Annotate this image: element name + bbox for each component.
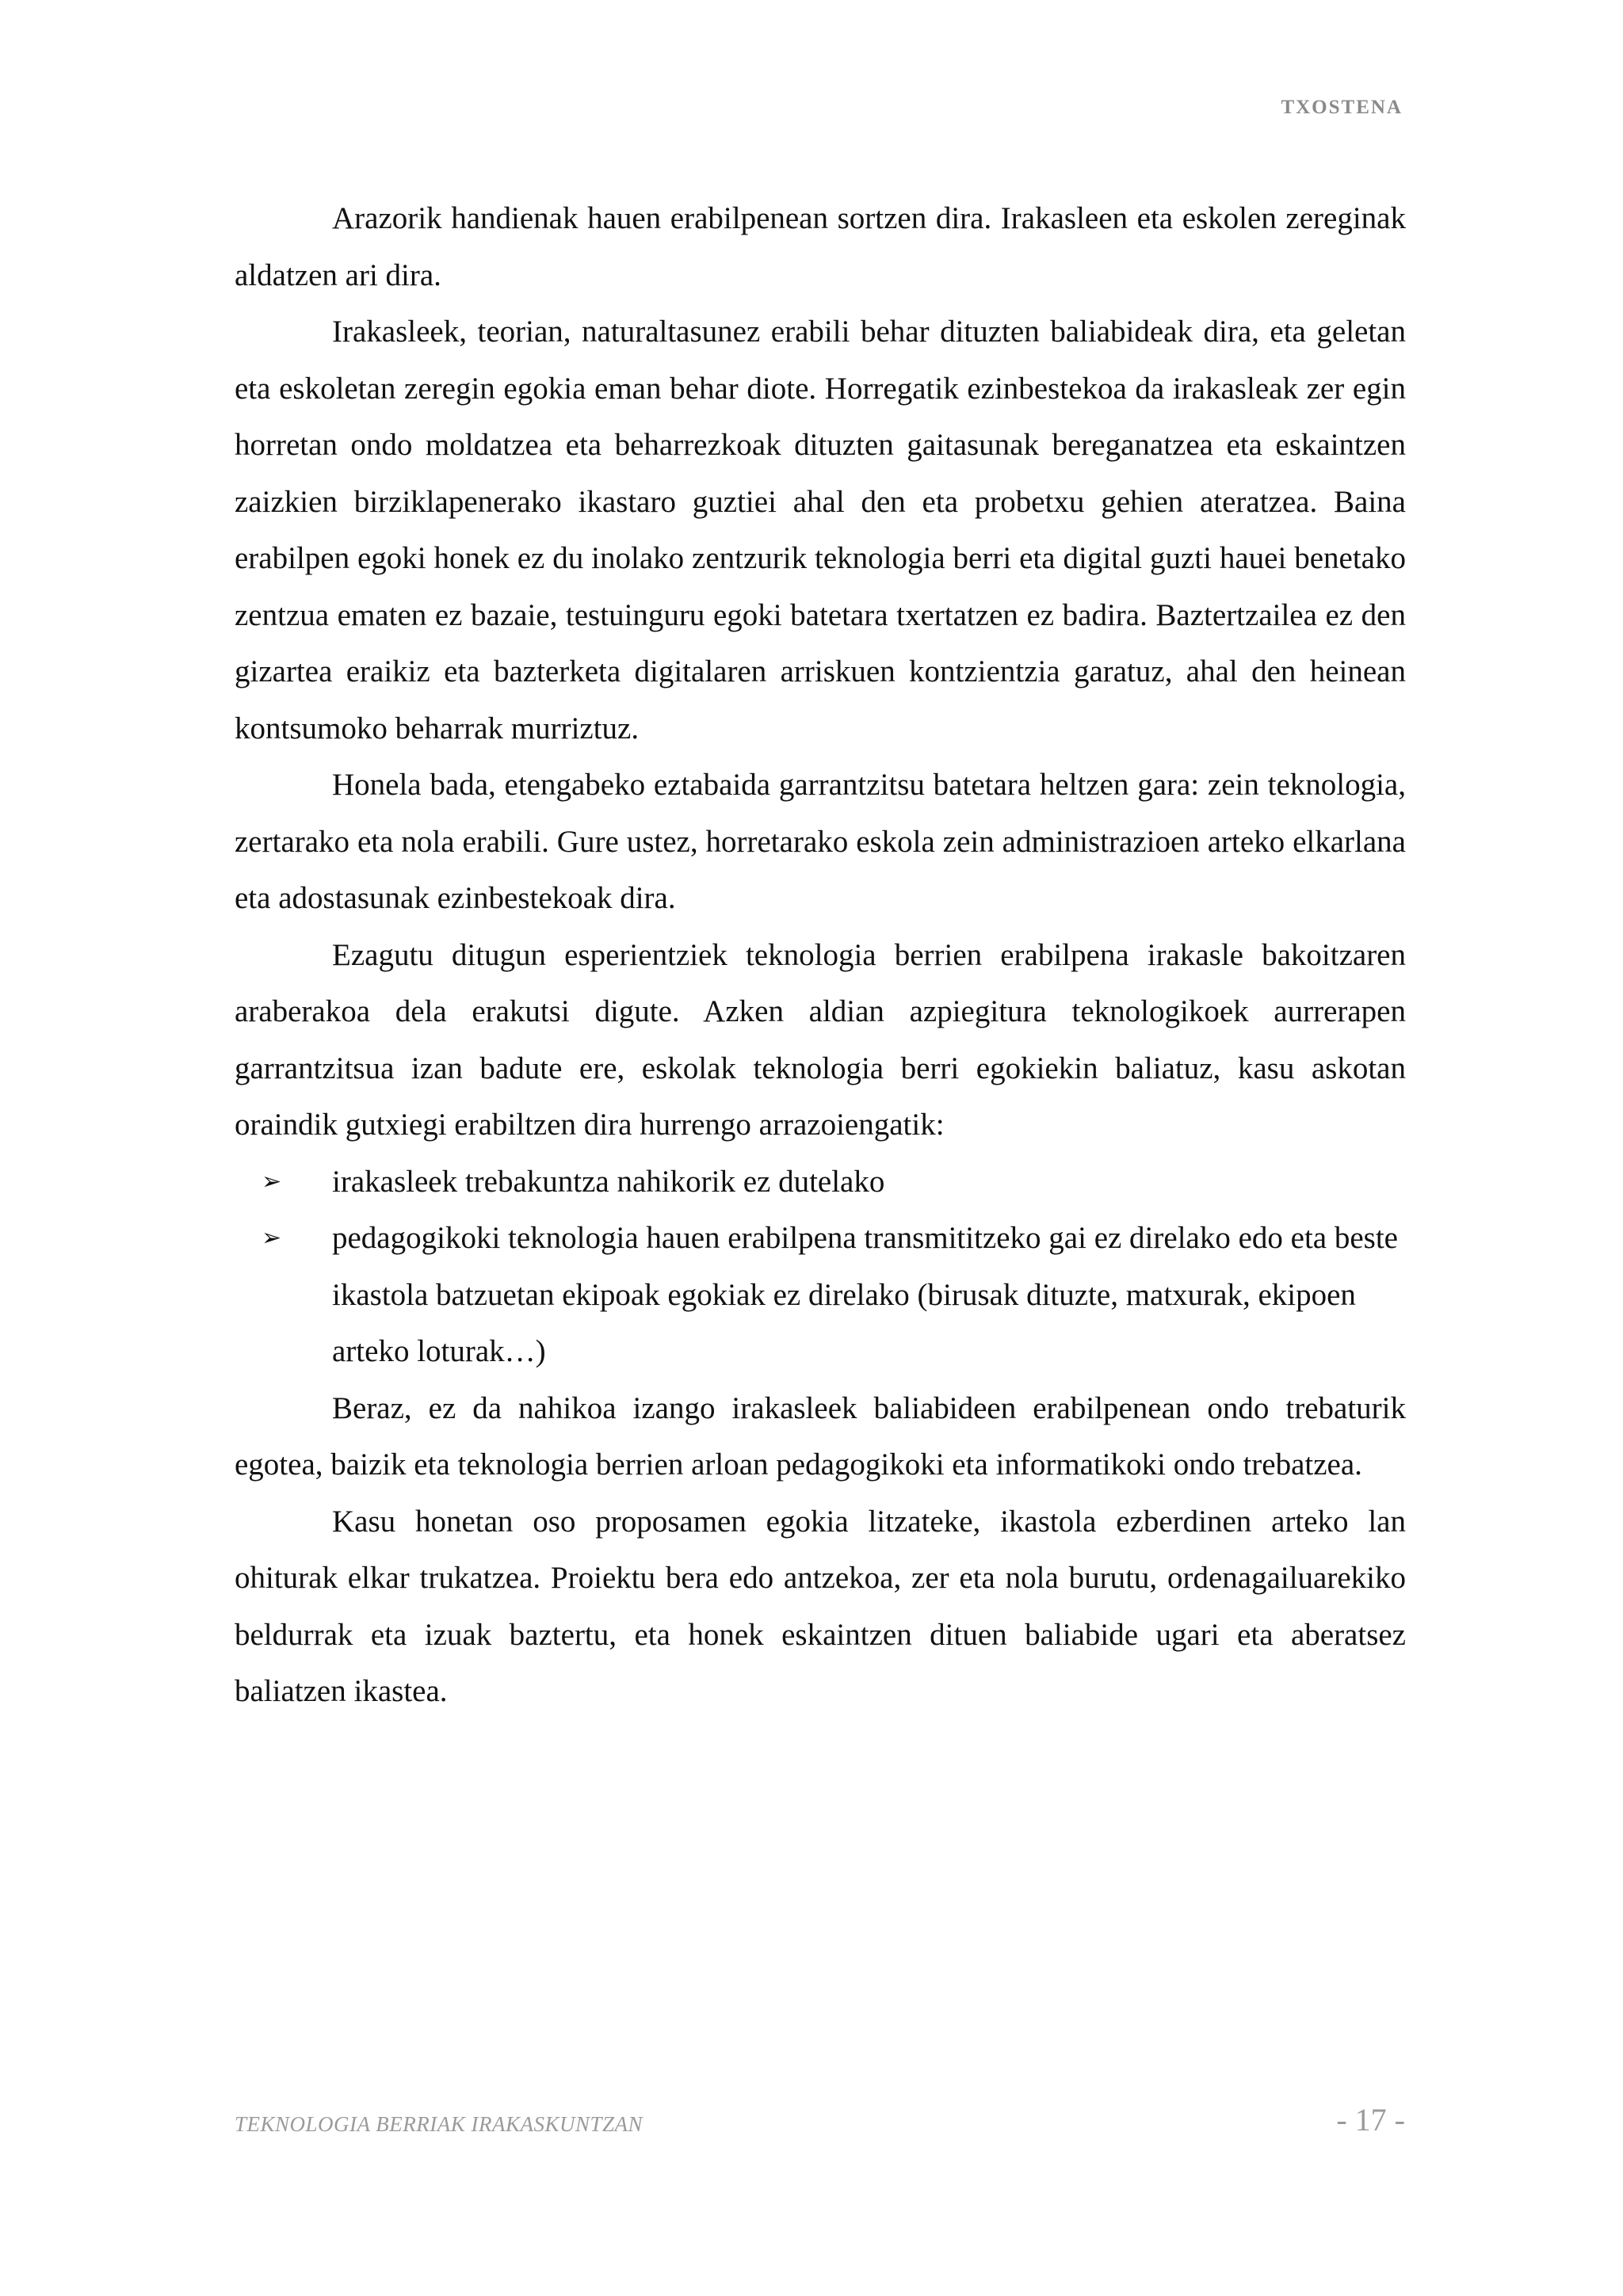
- running-header: TXOSTENA: [1281, 97, 1403, 118]
- paragraph-1: Arazorik handienak hauen erabilpenean sortzen dira. Irakasleen eta eskolen zereginak aldatzen ari dira.: [235, 201, 1406, 292]
- page-number: - 17 -: [1336, 2102, 1405, 2138]
- list-item: [235, 1210, 1406, 1380]
- paragraph-6: Kasu honetan oso proposamen egokia litzateke, ikastola ezberdinen arteko lan ohiturak elkar trukatzea. Proiektu bera edo antzekoa, zer eta nola burutu, ordenagailuarekiko beldurrak eta izuak baztertu, eta honek eskaintzen dituen baliabide ugari eta aberatsez baliatzen ikastea.: [235, 1504, 1406, 1708]
- list-item-text: irakasleek trebakuntza nahikorik ez dutelako: [332, 1164, 885, 1199]
- paragraph-5: Beraz, ez da nahikoa izango irakasleek baliabideen erabilpenean ondo trebaturik egotea, baizik eta teknologia berrien arloan pedagogikoki eta informatikoki ondo trebatzea.: [235, 1390, 1406, 1482]
- arrow-bullet-icon: ➢: [262, 1225, 282, 1251]
- paragraph-3: Honela bada, etengabeko eztabaida garrantzitsu batetara heltzen gara: zein teknologia, zertarako eta nola erabili. Gure ustez, horretarako eskola zein administrazioen arteko elkarlana eta adostasunak ezinbestekoak dira.: [235, 768, 1406, 915]
- list-item-text: pedagogikoki teknologia hauen erabilpena transmititzeko gai ez direlako edo eta beste ikastola batzuetan ekipoak egokiak ez direlako (birusak dituzte, matxurak, ekipoen arteko loturak…): [332, 1221, 1398, 1368]
- footer-document-title: TEKNOLOGIA BERRIAK IRAKASKUNTZAN: [235, 2112, 643, 2136]
- list-item: [235, 1154, 1406, 1211]
- paragraph-4: Ezagutu ditugun esperientziek teknologia berrien erabilpena irakasle bakoitzaren araberakoa dela erakutsi digute. Azken aldian azpiegitura teknologikoek aurrerapen garrantzitsua izan badute ere, eskolak teknologia berri egokiekin baliatuz, kasu askotan oraindik gutxiegi erabiltzen dira hurrengo arrazoiengatik:: [235, 937, 1406, 1142]
- arrow-bullet-icon: ➢: [262, 1168, 282, 1195]
- paragraph-2: Irakasleek, teorian, naturaltasunez erabili behar dituzten baliabideak dira, eta geletan eta eskoletan zeregin egokia eman behar diote. Horregatik ezinbestekoa da irakasleak zer egin horretan ondo moldatzea eta beharrezkoak dituzten gaitasunak bereganatzea eta eskaintzen zaizkien birziklapenerako ikastaro guztiei ahal den eta probetxu gehien ateratzea. Baina erabilpen egoki honek ez du inolako zentzurik teknologia berri eta digital guzti hauei benetako zentzua ematen ez bazaie, testuinguru egoki batetara txertatzen ez badira. Baztertzailea ez den gizartea eraikiz eta bazterketa digitalaren arriskuen kontzientzia garatuz, ahal den heinean kontsumoko beharrak murriztuz.: [235, 315, 1406, 746]
- reason-list: [235, 1154, 1406, 1380]
- body-text: [235, 190, 1406, 1720]
